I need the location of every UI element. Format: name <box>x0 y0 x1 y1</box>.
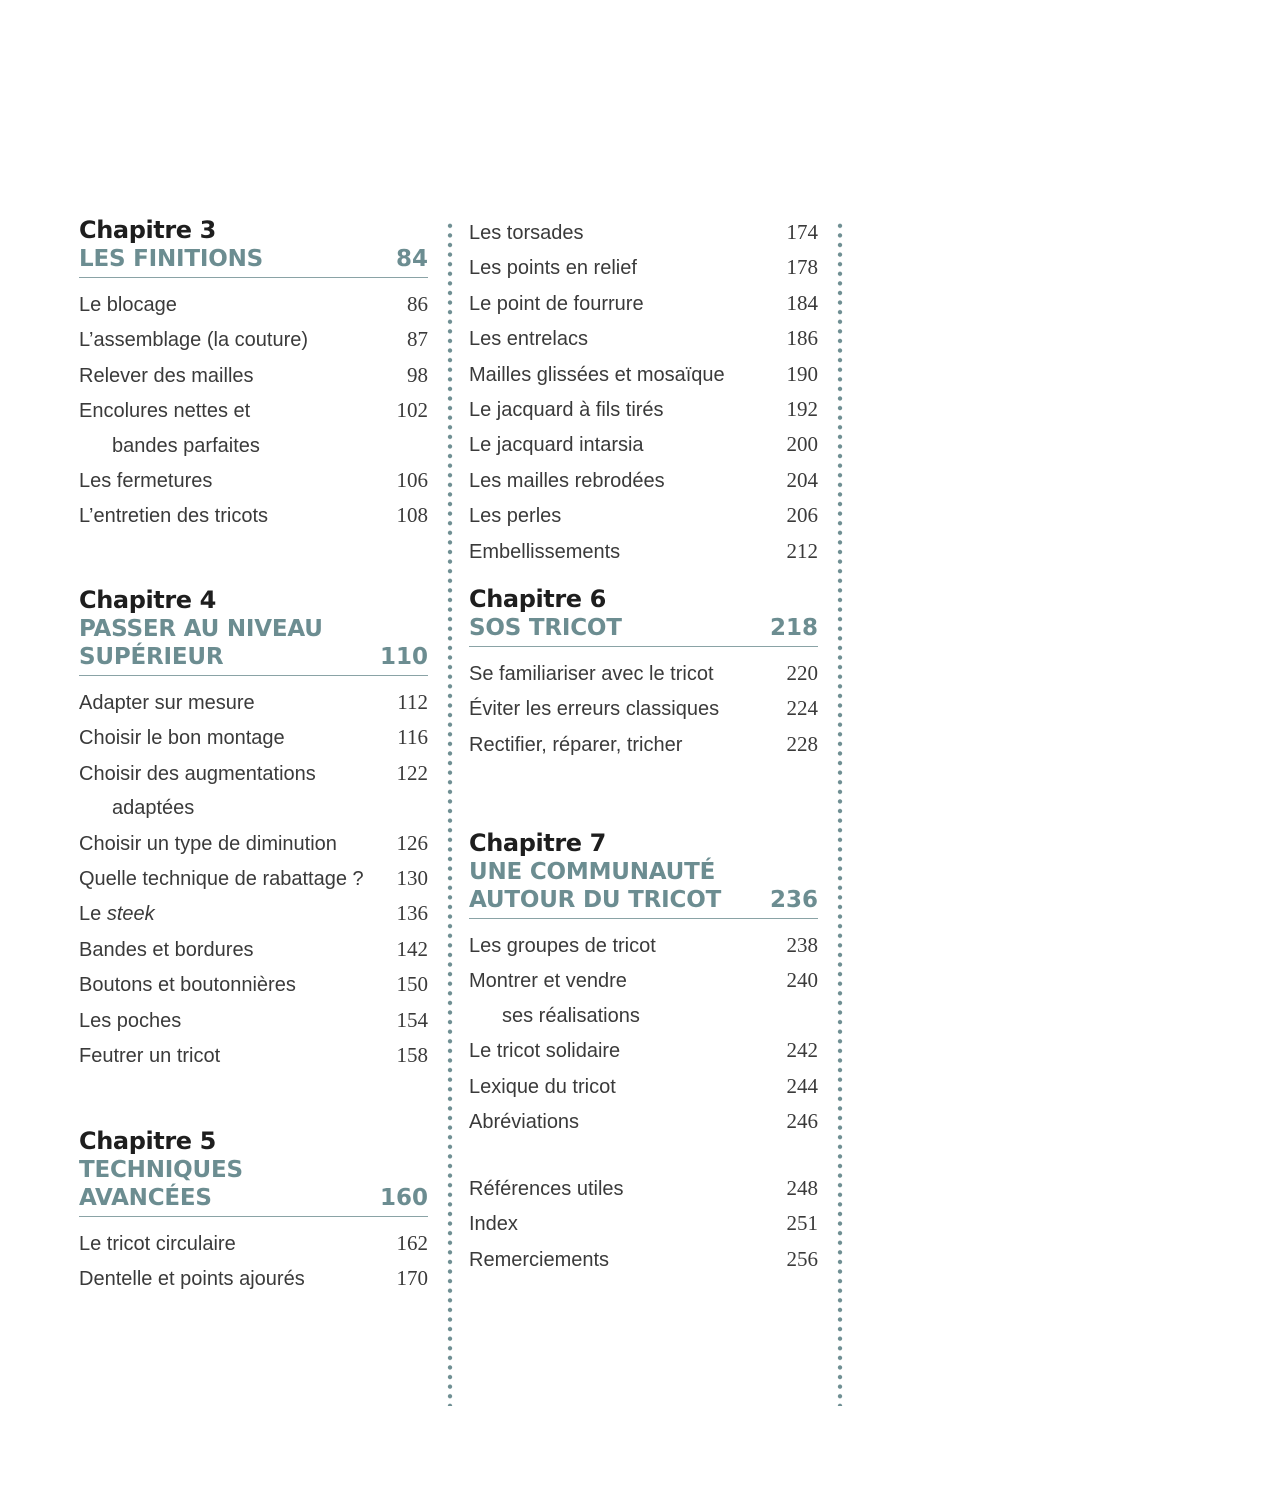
toc-entry <box>79 287 428 322</box>
toc-entry <box>79 322 428 357</box>
chapter-page-number: 84 <box>395 246 428 272</box>
entry-title: Embellissements <box>469 540 621 563</box>
toc-entry <box>469 534 818 569</box>
entry-title-continuation: adaptées <box>112 797 195 820</box>
toc-entry <box>79 498 428 533</box>
chapter-title: SOS TRICOT <box>469 615 622 641</box>
entry-title: Choisir le bon montage <box>79 727 285 750</box>
entry-title: Références utiles <box>469 1178 624 1200</box>
chapter-label: Chapitre 4 <box>79 586 216 614</box>
chapter-page-number: 110 <box>379 644 428 670</box>
chapter-title: LES FINITIONS <box>79 246 264 272</box>
entry-page-number: 192 <box>786 397 818 422</box>
chapter-entries <box>469 928 818 1139</box>
entry-page-number: 220 <box>786 661 818 685</box>
chapter-label: Chapitre 3 <box>79 216 216 244</box>
toc-entry <box>469 357 818 392</box>
entry-title: Le blocage <box>79 294 177 316</box>
chapter-heading <box>469 858 818 919</box>
entry-page-number: 102 <box>396 398 428 423</box>
entry-title: Les points en relief <box>469 257 637 280</box>
chapter-7 <box>469 828 818 1139</box>
entry-title: Index <box>469 1213 518 1236</box>
entry-title: Les poches <box>79 1009 182 1032</box>
chapter-heading <box>79 1156 428 1217</box>
toc-entry <box>469 215 818 250</box>
toc-entry <box>79 358 428 393</box>
entry-title: Éviter les erreurs classiques <box>469 698 720 721</box>
entry-page-number: 98 <box>407 362 428 387</box>
entry-page-number: 242 <box>786 1038 818 1063</box>
entry-page-number: 184 <box>786 290 818 315</box>
toc-entry <box>79 463 428 498</box>
entry-title: Abréviations <box>469 1111 580 1134</box>
entry-title-continuation: bandes parfaites <box>112 434 260 457</box>
toc-entry <box>469 392 818 427</box>
chapter-title: TECHNIQUES AVANCÉES <box>79 1157 243 1211</box>
entry-page-number: 240 <box>786 968 818 993</box>
entry-title: L’entretien des tricots <box>79 505 268 528</box>
entry-title-italic: steek <box>106 903 155 926</box>
entry-page-number: 206 <box>786 503 818 528</box>
entry-title-multiline <box>79 394 260 463</box>
entry-page-number: 112 <box>397 690 428 714</box>
entry-page-number: 186 <box>786 326 818 351</box>
entry-title: Le tricot solidaire <box>469 1040 621 1063</box>
entry-title: Le tricot circulaire <box>79 1233 236 1255</box>
column-divider-dotted-right <box>837 221 843 1406</box>
toc-entry <box>79 720 428 755</box>
toc-entry <box>469 321 818 356</box>
entry-title: Feutrer un tricot <box>79 1045 221 1068</box>
toc-entry <box>469 1242 818 1277</box>
entry-title: Dentelle et points ajourés <box>79 1268 305 1291</box>
entry-title-multiline <box>469 964 640 1033</box>
back-matter-entries <box>469 1171 818 1277</box>
entry-page-number: 136 <box>396 901 428 926</box>
chapter-label: Chapitre 5 <box>79 1127 216 1155</box>
chapter-page-number: 160 <box>379 1185 428 1211</box>
entry-page-number: 126 <box>396 830 428 855</box>
entry-page-number: 86 <box>407 292 428 316</box>
entry-title: Les groupes de tricot <box>469 935 656 957</box>
entry-title: Le jacquard intarsia <box>469 434 644 457</box>
toc-entry <box>469 1104 818 1139</box>
chapter-3 <box>79 215 428 534</box>
toc-entry <box>79 896 428 931</box>
chapter-entries <box>79 1226 428 1297</box>
chapter-6 <box>469 584 818 762</box>
chapter-entries <box>79 685 428 1073</box>
entry-title-continuation: ses réalisations <box>502 1004 640 1027</box>
chapter-page-number: 236 <box>769 887 818 913</box>
entry-page-number: 142 <box>396 936 428 961</box>
entry-page-number: 248 <box>786 1176 818 1200</box>
toc-entry <box>469 656 818 691</box>
entry-title-prefix: Le <box>79 903 107 926</box>
entry-title: Mailles glissées et mosaïque <box>469 363 725 386</box>
entry-page-number: 87 <box>407 327 428 352</box>
entry-page-number: 170 <box>396 1266 428 1291</box>
toc-entry <box>79 967 428 1002</box>
chapter-label: Chapitre 6 <box>469 585 606 613</box>
entry-title: Montrer et vendre <box>469 970 627 993</box>
entry-page-number: 246 <box>786 1109 818 1134</box>
toc-entry <box>79 393 428 463</box>
entry-page-number: 130 <box>396 866 428 891</box>
entry-page-number: 212 <box>786 538 818 563</box>
toc-entry <box>469 1171 818 1206</box>
entry-page-number: 251 <box>786 1211 818 1236</box>
entry-page-number: 116 <box>397 725 428 750</box>
chapter-5-continued-entries <box>469 215 818 569</box>
entry-title: Les mailles rebrodées <box>469 469 665 492</box>
entry-title <box>79 897 155 931</box>
entry-page-number: 174 <box>786 220 818 244</box>
entry-title: Boutons et boutonnières <box>79 974 296 997</box>
entry-title: Remerciements <box>469 1248 610 1271</box>
entry-title: Choisir des augmentations <box>79 762 316 785</box>
toc-entry <box>79 1003 428 1038</box>
chapter-page-number: 218 <box>769 615 818 641</box>
toc-entry <box>469 250 818 285</box>
entry-title: Les perles <box>469 505 562 528</box>
toc-entry <box>79 861 428 896</box>
entry-page-number: 204 <box>786 467 818 492</box>
entry-page-number: 108 <box>396 503 428 528</box>
chapter-entries <box>79 287 428 534</box>
toc-entry <box>469 928 818 963</box>
entry-page-number: 200 <box>786 432 818 457</box>
entry-page-number: 244 <box>786 1073 818 1098</box>
entry-title: Les fermetures <box>79 470 213 493</box>
toc-entry <box>469 963 818 1033</box>
chapter-heading <box>469 614 818 647</box>
toc-entry <box>469 1033 818 1068</box>
entry-page-number: 154 <box>396 1007 428 1032</box>
entry-title: Rectifier, réparer, tricher <box>469 733 683 756</box>
entry-title: Choisir un type de diminution <box>79 832 337 855</box>
chapter-4 <box>79 585 428 1073</box>
entry-title: Bandes et bordures <box>79 938 254 961</box>
entry-title: Relever des mailles <box>79 364 254 387</box>
entry-page-number: 238 <box>786 933 818 957</box>
toc-entry <box>79 826 428 861</box>
chapter-heading <box>79 615 428 676</box>
chapter-label: Chapitre 7 <box>469 829 606 857</box>
entry-page-number: 224 <box>786 696 818 721</box>
toc-entry <box>469 498 818 533</box>
toc-entry <box>79 1261 428 1296</box>
chapter-entries <box>469 656 818 762</box>
toc-entry <box>79 756 428 826</box>
toc-entry <box>469 463 818 498</box>
entry-title: Encolures nettes et <box>79 400 251 423</box>
entry-page-number: 228 <box>786 731 818 756</box>
column-divider-dotted-left <box>447 221 453 1406</box>
chapter-title: UNE COMMUNAUTÉ AUTOUR DU TRICOT <box>469 859 722 913</box>
toc-entry <box>79 1226 428 1261</box>
entry-title: Les entrelacs <box>469 328 588 351</box>
entry-page-number: 190 <box>786 361 818 386</box>
entry-page-number: 106 <box>396 468 428 493</box>
entry-title: Adapter sur mesure <box>79 692 255 714</box>
chapter-5 <box>79 1126 428 1297</box>
entry-title: Le jacquard à fils tirés <box>469 399 664 422</box>
entry-title: Les torsades <box>469 222 584 244</box>
entry-title: Le point de fourrure <box>469 292 644 315</box>
toc-entry <box>79 1038 428 1073</box>
toc-entry <box>469 286 818 321</box>
entry-title: L’assemblage (la couture) <box>79 329 309 352</box>
entry-page-number: 122 <box>396 760 428 785</box>
chapter-title: PASSER AU NIVEAU SUPÉRIEUR <box>79 616 323 670</box>
toc-entry <box>469 1069 818 1104</box>
entry-title: Quelle technique de rabattage ? <box>79 868 364 891</box>
toc-entry <box>469 727 818 762</box>
entry-page-number: 162 <box>396 1231 428 1255</box>
toc-entry <box>469 427 818 462</box>
entry-page-number: 256 <box>786 1246 818 1271</box>
toc-entry <box>469 691 818 726</box>
chapter-heading <box>79 245 428 278</box>
entry-page-number: 178 <box>786 255 818 280</box>
entry-title: Lexique du tricot <box>469 1075 616 1098</box>
toc-entry <box>469 1206 818 1241</box>
entry-page-number: 158 <box>396 1043 428 1068</box>
entry-title-multiline <box>79 757 316 826</box>
toc-entry <box>79 932 428 967</box>
entry-page-number: 150 <box>396 972 428 997</box>
toc-entry <box>79 685 428 720</box>
entry-title: Se familiariser avec le tricot <box>469 663 714 685</box>
